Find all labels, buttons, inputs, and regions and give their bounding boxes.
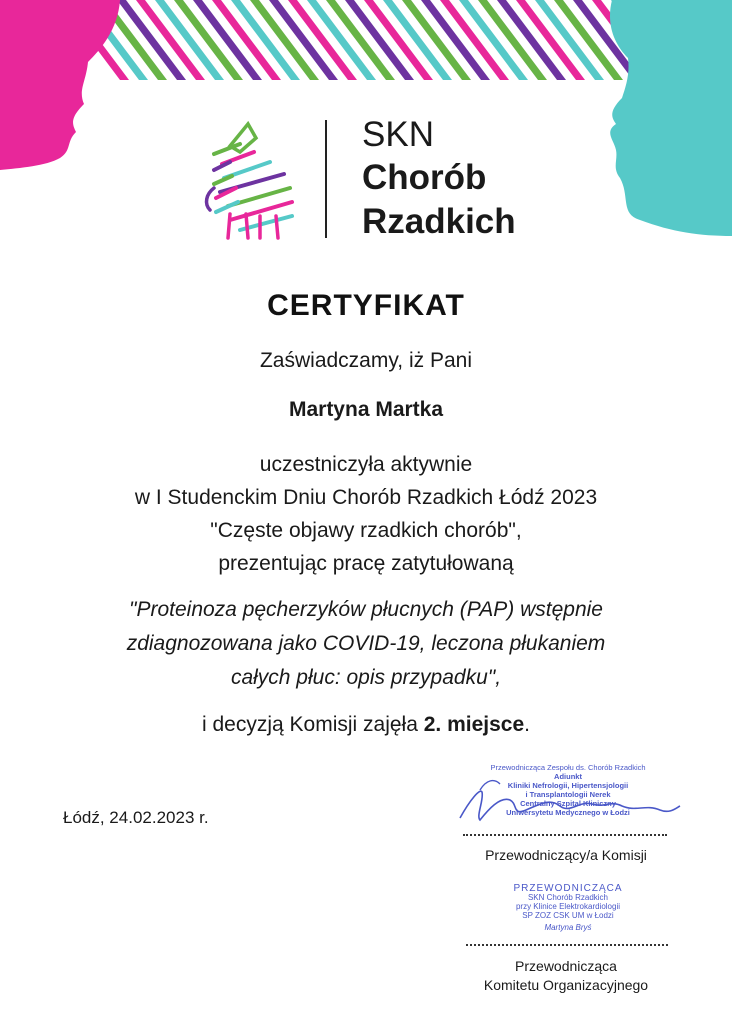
result-statement bbox=[0, 713, 732, 737]
certificate-title: CERTYFIKAT bbox=[267, 289, 465, 322]
logo-line-chorob: Chorób bbox=[362, 158, 487, 197]
stamp-line: Przewodnicząca Zespołu ds. Chorób Rzadkich bbox=[490, 763, 646, 772]
stamp-line: SKN Chorób Rzadkich bbox=[527, 893, 609, 902]
stamp-line: Centralny Szpital Kliniczny bbox=[520, 799, 616, 808]
commission-signature-line bbox=[463, 834, 667, 836]
logo-line-skn: SKN bbox=[362, 115, 434, 154]
talk-line: całych płuc: opis przypadku", bbox=[230, 666, 502, 689]
commission-caption: Przewodniczący/a Komisji bbox=[485, 847, 647, 863]
presentation-title bbox=[0, 593, 732, 695]
organizing-caption-1: Przewodnicząca bbox=[515, 958, 617, 974]
commission-signature bbox=[440, 770, 690, 830]
talk-line: "Proteinoza pęcherzyków płucnych (PAP) wstępnie bbox=[129, 598, 603, 621]
talk-line: zdiagnozowana jako COVID-19, leczona płukaniem bbox=[126, 632, 606, 655]
organizing-caption-2: Komitetu Organizacyjnego bbox=[483, 977, 649, 993]
result-prefix: i decyzją Komisji zajęła bbox=[201, 713, 424, 736]
body-line: prezentując pracę zatytułowaną bbox=[218, 552, 514, 575]
zebra-part bbox=[230, 124, 256, 152]
body-line: uczestniczyła aktywnie bbox=[259, 453, 473, 476]
organizing-signature-line bbox=[466, 944, 668, 946]
organizing-stamp bbox=[488, 884, 648, 932]
stamp-line: PRZEWODNICZĄCA bbox=[513, 883, 623, 894]
certificate-intro: Zaświadczamy, iż Pani bbox=[259, 349, 472, 372]
body-line: "Częste objawy rzadkich chorób", bbox=[210, 519, 522, 542]
result-place: 2. miejsce bbox=[423, 713, 525, 736]
stamp-line: Kliniki Nefrologii, Hipertensjologii bbox=[507, 781, 629, 790]
stamp-line: Martyna Bryś bbox=[544, 923, 592, 932]
stamp-line: Uniwersytetu Medycznego w Łodzi bbox=[506, 808, 630, 817]
pink-face-silhouette bbox=[0, 0, 120, 170]
stamp-line: i Transplantologii Nerek bbox=[525, 790, 611, 799]
stamp-line: przy Klinice Elektrokardiologii bbox=[515, 902, 621, 911]
body-line: w I Studenckim Dniu Chorób Rzadkich Łódź 2023 bbox=[134, 486, 598, 509]
zebra-stripe bbox=[216, 202, 238, 212]
teal-face-silhouette bbox=[610, 0, 732, 236]
result-suffix: . bbox=[524, 713, 530, 736]
stamp-line: SP ZOZ CSK UM w Łodzi bbox=[522, 911, 614, 920]
stamp-line: Adiunkt bbox=[554, 772, 582, 781]
participation-text bbox=[0, 448, 732, 580]
zebra-icon bbox=[207, 122, 292, 238]
zebra-part bbox=[207, 188, 214, 210]
stripes-band bbox=[60, 0, 699, 80]
logo-line-rzadkich: Rzadkich bbox=[362, 202, 516, 241]
logo-divider bbox=[325, 120, 327, 238]
recipient-name: Martyna Martka bbox=[288, 398, 444, 421]
place-and-date: Łódź, 24.02.2023 r. bbox=[63, 808, 209, 827]
